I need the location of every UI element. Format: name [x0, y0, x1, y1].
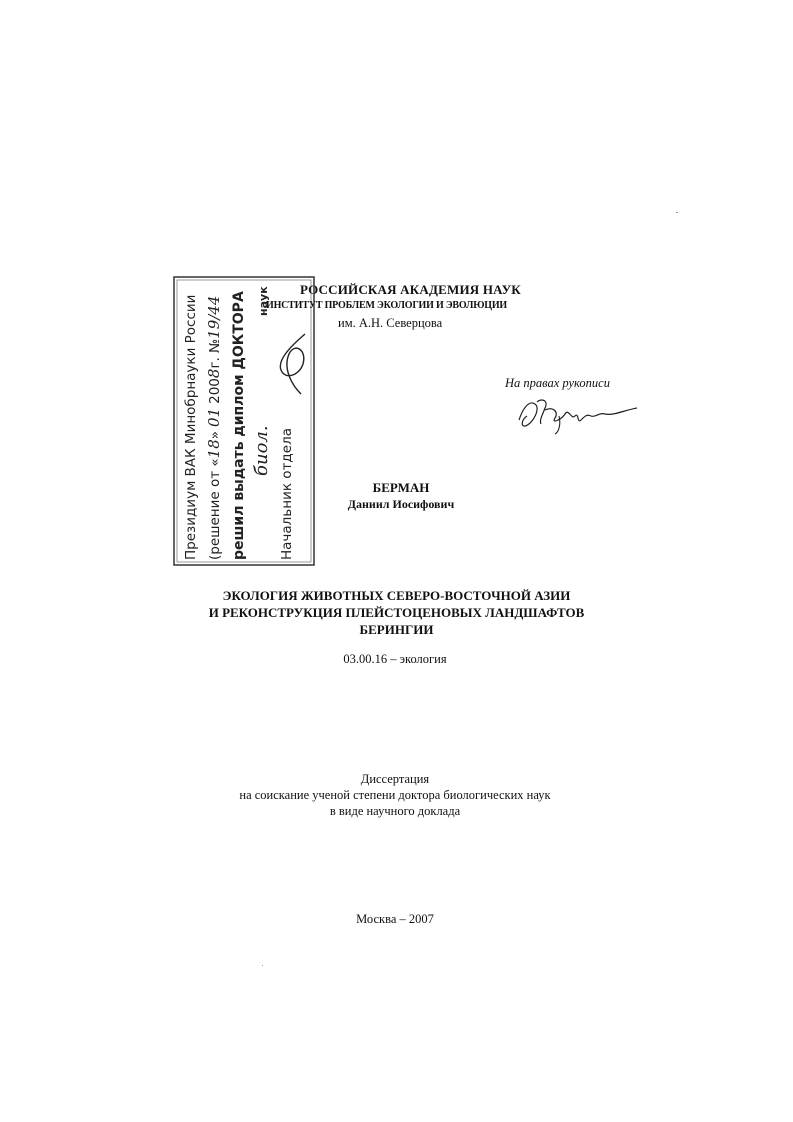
stamp-day: 18	[205, 439, 223, 459]
stamp-quote: »	[207, 430, 223, 440]
dissertation-line-2: на соискание ученой степени доктора биологических наук	[239, 788, 551, 802]
stamp-month: 01	[205, 407, 223, 427]
stamp-sciences: наук	[257, 286, 270, 316]
vak-stamp	[173, 276, 315, 566]
academy-heading: РОССИЙСКАЯ АКАДЕМИЯ НАУК	[300, 282, 521, 297]
stamp-year-digit: 8	[205, 368, 223, 379]
scan-speck	[676, 212, 678, 213]
institute-heading: ИНСТИТУТ ПРОБЛЕМ ЭКОЛОГИИ И ЭВОЛЮЦИИ	[266, 300, 508, 311]
city-year: Москва – 2007	[356, 912, 434, 926]
stamp-decision-prefix: (решение от «	[207, 458, 223, 560]
stamp-signature	[280, 334, 305, 394]
title-line-1: ЭКОЛОГИЯ ЖИВОТНЫХ СЕВЕРО-ВОСТОЧНОЙ АЗИИ	[222, 588, 571, 603]
institute-named-after: им. А.Н. Северцова	[338, 316, 443, 330]
manuscript-rights: На правах рукописи	[505, 376, 610, 390]
title-line-2: И РЕКОНСТРУКЦИЯ ПЛЕЙСТОЦЕНОВЫХ ЛАНДШАФТОВ	[208, 605, 585, 620]
scan-speck	[262, 965, 263, 966]
stamp-number: 19/44	[205, 295, 223, 339]
stamp-line-3: решил выдать диплом ДОКТОРА	[231, 291, 247, 560]
author-full-name: Даниил Иосифович	[347, 497, 455, 511]
stamp-decision-line	[205, 296, 223, 560]
handwritten-signature	[515, 390, 640, 436]
stamp-year-suffix: г. №	[207, 338, 223, 369]
dissertation-line-1: Диссертация	[360, 772, 430, 786]
stamp-line-4: Начальник отдела	[279, 428, 295, 560]
title-line-3: БЕРИНГИИ	[359, 622, 434, 637]
author-surname: БЕРМАН	[372, 480, 430, 495]
stamp-line-1: Президиум ВАК Минобрнауки России	[183, 294, 199, 560]
stamp-year-prefix: 200	[207, 378, 223, 404]
specialty-code: 03.00.16 – экология	[343, 652, 447, 666]
dissertation-line-3: в виде научного доклада	[329, 804, 461, 818]
stamp-science-field: биол.	[251, 425, 272, 476]
